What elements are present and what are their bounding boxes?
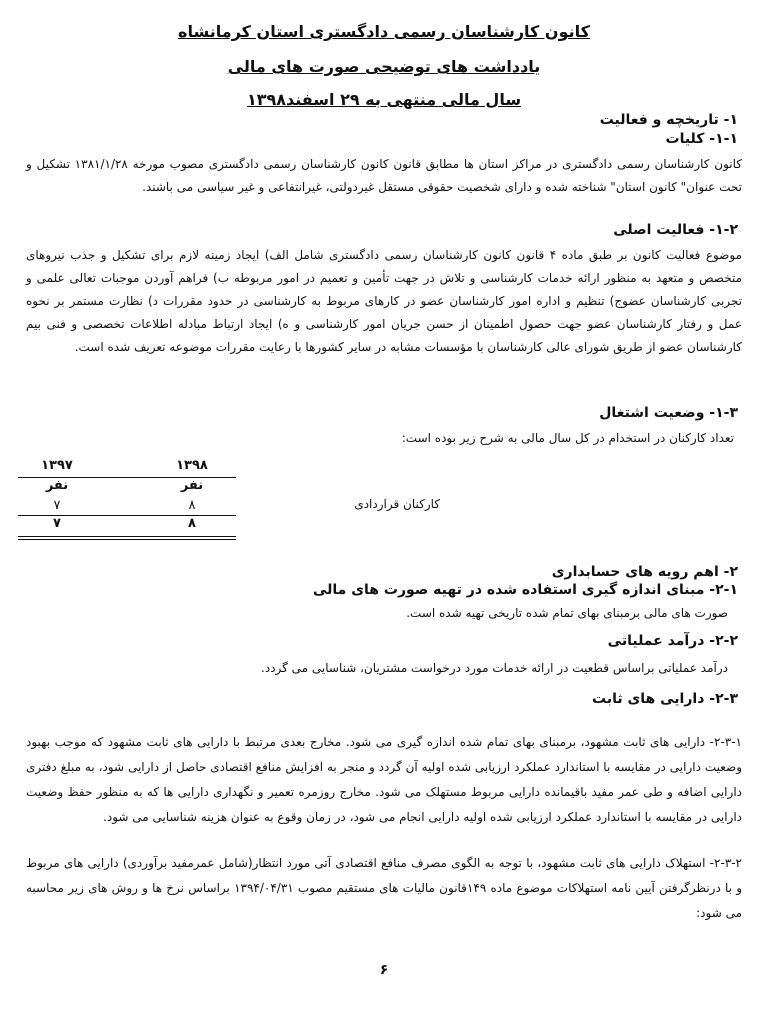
section-2-1-title: ۲-۱- مبنای اندازه گیری استفاده شده در تهیه صورت های مالی bbox=[312, 582, 738, 598]
table-bottom-rule-2 bbox=[18, 539, 236, 540]
section-1-2-title: ۱-۲- فعالیت اصلی bbox=[613, 222, 738, 238]
document-title: یادداشت های توضیحی صورت های مالی bbox=[227, 57, 541, 76]
section-1-3-title: ۱-۳- وضعیت اشتغال bbox=[599, 405, 738, 421]
year-1398-header: ۱۳۹۸ bbox=[176, 458, 208, 473]
fiscal-period: سال مالی منتهی به ۲۹ اسفند۱۳۹۸ bbox=[246, 90, 522, 109]
unit-label-1398: نفر bbox=[180, 478, 204, 493]
page-number: ۶ bbox=[379, 962, 389, 978]
total-1398: ۸ bbox=[188, 516, 196, 531]
section-2-2-text: درآمد عملیاتی براساس قطعیت در ارائه خدمات مورد درخواست مشتریان، شناسایی می گردد. bbox=[261, 661, 728, 675]
employment-table bbox=[18, 458, 236, 540]
table-bottom-rule-1 bbox=[18, 536, 236, 537]
section-2-title: ۲- اهم رویه های حسابداری bbox=[551, 564, 738, 580]
contract-staff-1397: ۷ bbox=[53, 498, 61, 513]
org-title: کانون کارشناسان رسمی دادگستری استان کرمانشاه bbox=[178, 22, 590, 41]
section-2-3-title: ۲-۳- دارایی های ثابت bbox=[592, 691, 738, 707]
total-1397: ۷ bbox=[53, 516, 61, 531]
contract-staff-label: کارکنان قراردادی bbox=[354, 497, 440, 511]
section-2-3-1-text: ۲-۳-۱- دارایی های ثابت مشهود، برمبنای بهای تمام شده اندازه گیری می شود. مخارج بعدی مرتبط با دارایی های ثابت مشهود که موجب بهبود وضعیت دارایی در مقایسه با استاندارد عملکرد ارزیابی شده اولیه آن گردد و منجر به افزایش منافع اقتصادی حاصل از دارایی شود، به مبلغ دفتری دارایی اضافه و طی عمر مفید باقیمانده دارایی مربوط مستهلک می شود. مخارج روزمره تعمیر و نگهداری دارایی ها که به منظور حفظ وضعیت دارایی در مقایسه با استاندارد عملکرد ارزیابی شده اولیه دارایی انجام می شود، در زمان وقوع به عنوان هزینه شناسایی می شود. bbox=[26, 735, 742, 824]
section-1-3-text: تعداد کارکنان در استخدام در کل سال مالی به شرح زیر بوده است: bbox=[401, 431, 734, 445]
unit-label-1397: نفر bbox=[45, 478, 69, 493]
section-1-title: ۱- تاریخچه و فعالیت bbox=[599, 112, 738, 128]
section-2-1-text: صورت های مالی برمبنای بهای تمام شده تاریخی تهیه شده است. bbox=[406, 606, 728, 620]
section-1-1-title: ۱-۱- کلیات bbox=[665, 131, 738, 147]
contract-staff-1398: ۸ bbox=[188, 498, 196, 513]
section-1-1-text: کانون کارشناسان رسمی دادگستری در مراکز استان ها مطابق قانون کانون کارشناسان رسمی دادگستری مصوب مورخه ۱۳۸۱/۱/۲۸ تشکیل و تحت عنوان" کانون استان" شناخته شده و دارای شخصیت حقوقی مستقل غیردولتی، غیرانتفاعی و غیر سیاسی می باشند. bbox=[26, 157, 742, 194]
year-1397-header: ۱۳۹۷ bbox=[41, 458, 73, 473]
section-2-2-title: ۲-۲- درآمد عملیاتی bbox=[607, 633, 738, 649]
section-1-2-text: موضوع فعالیت کانون بر طبق ماده ۴ قانون کانون کارشناسان رسمی دادگستری شامل الف) ایجاد زمینه لازم برای تشکیل و جذب نیروهای متخصص و متعهد به منظور ارائه خدمات کارشناسی و تلاش در جهت تأمین و تعمیم در امور مربوطه ب) فراهم آوردن موجبات تعالی علمی و تجربی کارشناسان عضوج) تنظیم و اداره امور کارشناسان عضو در کارهای مربوط به کارشناسی در حدود مقررات د) نظارت مستمر بر نحوه عمل و رفتار کارشناسان عضو جهت حصول اطمینان از حسن جریان امور کارشناسی و ه) ایجاد ارتباط مبادله اطلاعات تخصصی و فنی بیم کارشناسان عضو از طریق شورای عالی کارشناسان با مؤسسات مشابه در سایر کشورها با رعایت مقررات موضوعه تعریف شده است. bbox=[26, 248, 742, 354]
section-2-3-2-text: ۲-۳-۲- استهلاک دارایی های ثابت مشهود، با توجه به الگوی مصرف منافع اقتصادی آتی مورد انتظار(شامل عمرمفید برآوردی) دارایی های مربوط و با درنظرگرفتن آیین نامه استهلاکات موضوع ماده ۱۴۹قانون مالیات های مستقیم مصوب ۱۳۹۴/۰۴/۳۱ براساس نرخ ها و روش های زیر محاسبه می شود: bbox=[26, 856, 742, 920]
